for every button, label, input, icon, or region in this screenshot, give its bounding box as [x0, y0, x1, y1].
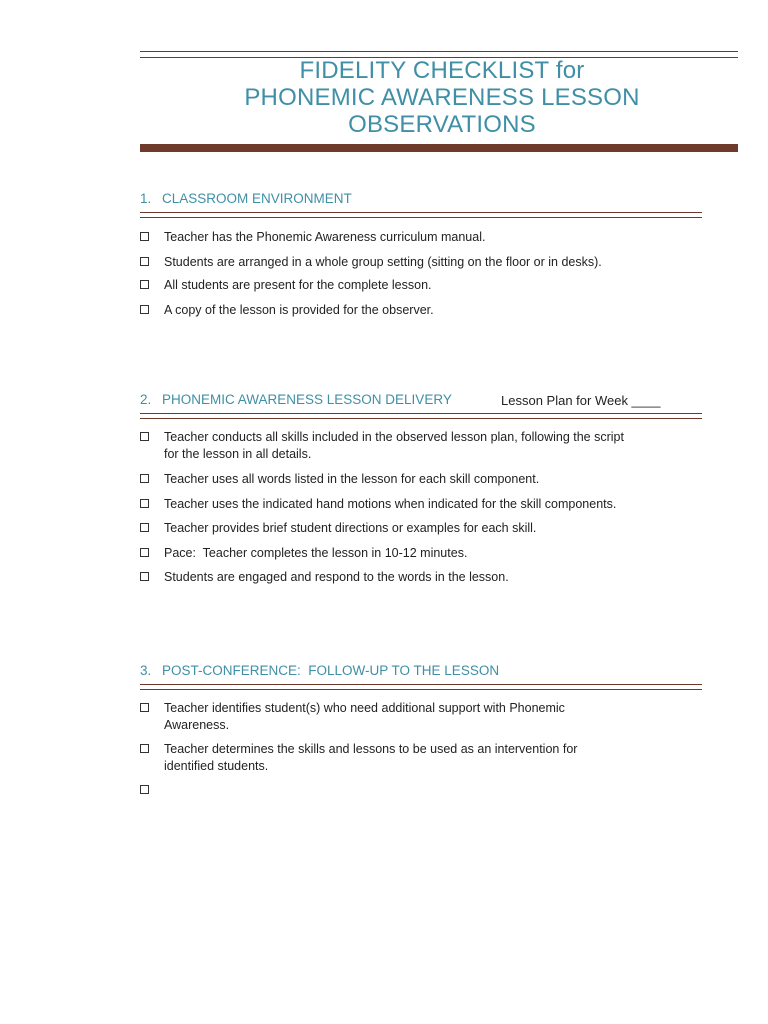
- section-3-number: 3.: [140, 663, 152, 678]
- checkbox-icon[interactable]: [140, 474, 149, 483]
- section-3-rule-2: [140, 689, 702, 690]
- checklist-item[interactable]: Teacher uses the indicated hand motions when indicated for the skill components.: [140, 496, 660, 513]
- checklist-item[interactable]: Students are engaged and respond to the words in the lesson.: [140, 569, 660, 586]
- checkbox-icon[interactable]: [140, 548, 149, 557]
- checklist-item[interactable]: Teacher has the Phonemic Awareness curriculum manual.: [140, 229, 660, 246]
- section-1-rule-2: [140, 217, 702, 218]
- checkbox-icon[interactable]: [140, 744, 149, 753]
- lesson-plan-week-label: Lesson Plan for Week ____: [501, 393, 661, 408]
- checkbox-icon[interactable]: [140, 499, 149, 508]
- section-2-title: PHONEMIC AWARENESS LESSON DELIVERY: [162, 392, 452, 407]
- section-2-rule: [140, 413, 702, 414]
- section-3-heading: [140, 663, 702, 678]
- section-2-rule-2: [140, 418, 702, 419]
- section-1-title: CLASSROOM ENVIRONMENT: [162, 191, 352, 206]
- checkbox-icon[interactable]: [140, 523, 149, 532]
- checklist-item[interactable]: A copy of the lesson is provided for the observer.: [140, 302, 660, 319]
- section-1-number: 1.: [140, 191, 152, 206]
- checkbox-icon[interactable]: [140, 785, 149, 794]
- page-title: [140, 57, 744, 138]
- title-top-rule: [140, 51, 738, 52]
- checkbox-icon[interactable]: [140, 432, 149, 441]
- section-1-rule: [140, 212, 702, 213]
- checklist-item[interactable]: Teacher conducts all skills included in the observed lesson plan, following the script for the lesson in all details.: [140, 429, 660, 463]
- title-line-2: PHONEMIC AWARENESS LESSON: [244, 84, 640, 111]
- title-line-1: FIDELITY CHECKLIST for: [299, 57, 585, 84]
- section-3-title: POST-CONFERENCE: FOLLOW-UP TO THE LESSON: [162, 663, 500, 678]
- section-1-heading: [140, 191, 702, 206]
- title-line-3: OBSERVATIONS: [348, 111, 536, 138]
- checklist-item[interactable]: Teacher determines the skills and lessons to be used as an intervention for identified students.: [140, 741, 660, 775]
- checkbox-icon[interactable]: [140, 232, 149, 241]
- checkbox-icon[interactable]: [140, 257, 149, 266]
- checkbox-icon[interactable]: [140, 280, 149, 289]
- checkbox-icon[interactable]: [140, 572, 149, 581]
- checkbox-icon[interactable]: [140, 703, 149, 712]
- checklist-item[interactable]: Teacher provides brief student directions or examples for each skill.: [140, 520, 660, 537]
- checkbox-icon[interactable]: [140, 305, 149, 314]
- checklist-item[interactable]: Teacher identifies student(s) who need additional support with Phonemic Awareness.: [140, 700, 660, 734]
- checklist-item[interactable]: All students are present for the complete lesson.: [140, 277, 660, 294]
- checklist-item[interactable]: Teacher uses all words listed in the lesson for each skill component.: [140, 471, 660, 488]
- section-3-rule: [140, 684, 702, 685]
- checklist-item[interactable]: Students are arranged in a whole group setting (sitting on the floor or in desks).: [140, 254, 660, 271]
- section-2-number: 2.: [140, 392, 152, 407]
- title-thick-rule: [140, 144, 738, 152]
- checklist-item[interactable]: Pace: Teacher completes the lesson in 10-12 minutes.: [140, 545, 660, 562]
